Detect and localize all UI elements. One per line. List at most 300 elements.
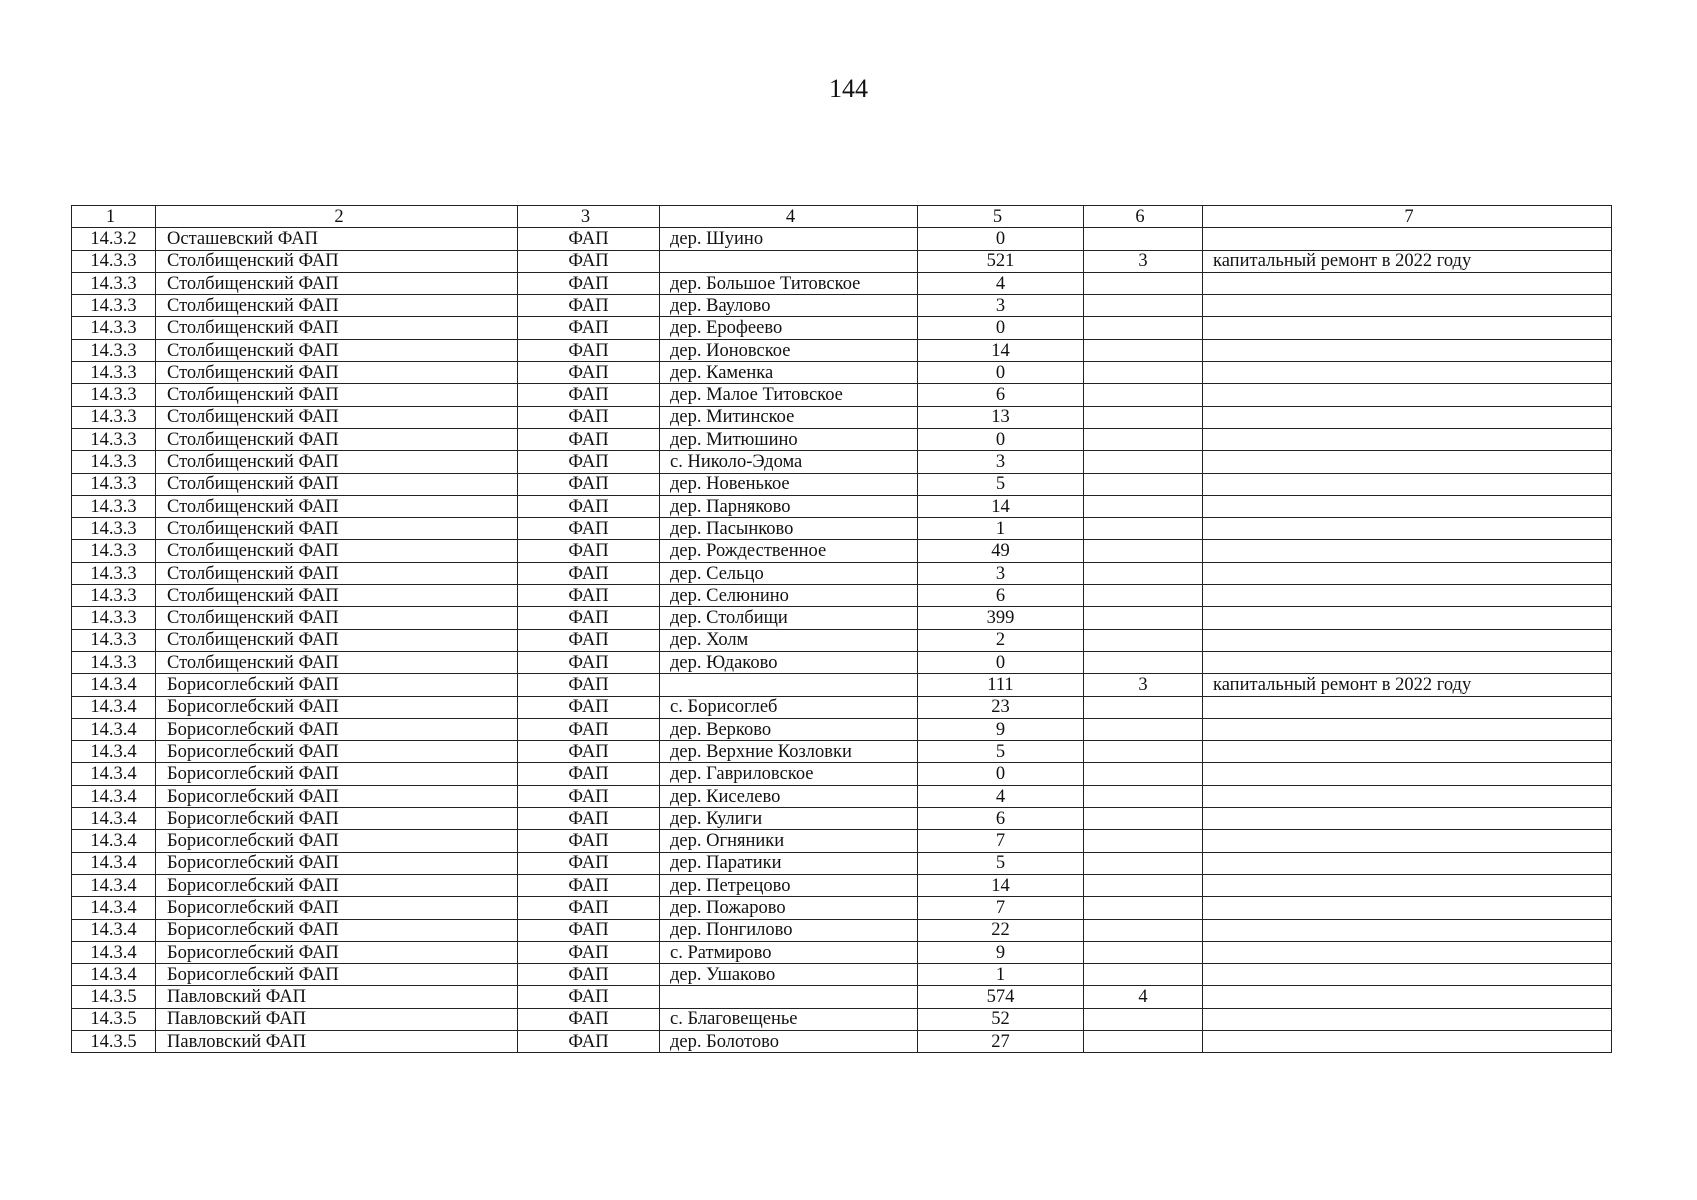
row-number-cell: 14.3.3 <box>72 629 156 651</box>
facility-name-cell: Столбищенский ФАП <box>156 451 518 473</box>
facility-type-cell: ФАП <box>518 272 660 294</box>
population-cell: 0 <box>918 651 1084 673</box>
facility-type-cell: ФАП <box>518 897 660 919</box>
facility-name-cell: Борисоглебский ФАП <box>156 941 518 963</box>
table-row <box>72 495 1612 517</box>
note-cell <box>1203 986 1612 1008</box>
note-cell <box>1203 629 1612 651</box>
table-row <box>72 651 1612 673</box>
population-cell: 49 <box>918 540 1084 562</box>
table-row <box>72 317 1612 339</box>
population-cell: 4 <box>918 272 1084 294</box>
locality-cell: дер. Малое Титовское <box>660 384 918 406</box>
population-cell: 3 <box>918 451 1084 473</box>
count-cell <box>1084 428 1203 450</box>
facility-type-cell: ФАП <box>518 473 660 495</box>
locality-cell: дер. Большое Титовское <box>660 272 918 294</box>
population-cell: 22 <box>918 919 1084 941</box>
count-cell <box>1084 451 1203 473</box>
table-row <box>72 874 1612 896</box>
facility-type-cell: ФАП <box>518 250 660 272</box>
row-number-cell: 14.3.3 <box>72 339 156 361</box>
row-number-cell: 14.3.3 <box>72 495 156 517</box>
facility-name-cell: Павловский ФАП <box>156 1008 518 1030</box>
facility-type-cell: ФАП <box>518 852 660 874</box>
facility-type-cell: ФАП <box>518 919 660 941</box>
population-cell: 5 <box>918 852 1084 874</box>
population-cell: 6 <box>918 384 1084 406</box>
count-cell <box>1084 629 1203 651</box>
facility-type-cell: ФАП <box>518 830 660 852</box>
locality-cell: дер. Ионовское <box>660 339 918 361</box>
count-cell <box>1084 897 1203 919</box>
facility-type-cell: ФАП <box>518 585 660 607</box>
row-number-cell: 14.3.3 <box>72 473 156 495</box>
count-cell <box>1084 964 1203 986</box>
table-row <box>72 941 1612 963</box>
population-cell: 0 <box>918 317 1084 339</box>
note-cell <box>1203 607 1612 629</box>
facility-name-cell: Столбищенский ФАП <box>156 339 518 361</box>
note-cell <box>1203 473 1612 495</box>
count-cell <box>1084 362 1203 384</box>
locality-cell: дер. Рождественное <box>660 540 918 562</box>
note-cell <box>1203 272 1612 294</box>
facility-name-cell: Борисоглебский ФАП <box>156 852 518 874</box>
locality-cell: с. Николо-Эдома <box>660 451 918 473</box>
facility-type-cell: ФАП <box>518 674 660 696</box>
locality-cell: дер. Митинское <box>660 406 918 428</box>
facility-type-cell: ФАП <box>518 696 660 718</box>
population-cell: 9 <box>918 941 1084 963</box>
population-cell: 3 <box>918 295 1084 317</box>
count-cell <box>1084 317 1203 339</box>
locality-cell: дер. Ваулово <box>660 295 918 317</box>
table-row <box>72 808 1612 830</box>
note-cell <box>1203 718 1612 740</box>
facility-type-cell: ФАП <box>518 295 660 317</box>
row-number-cell: 14.3.5 <box>72 986 156 1008</box>
facility-name-cell: Борисоглебский ФАП <box>156 830 518 852</box>
facility-name-cell: Борисоглебский ФАП <box>156 718 518 740</box>
population-cell: 23 <box>918 696 1084 718</box>
locality-cell: дер. Пожарово <box>660 897 918 919</box>
row-number-cell: 14.3.3 <box>72 562 156 584</box>
table-row <box>72 1008 1612 1030</box>
count-cell <box>1084 741 1203 763</box>
table-row <box>72 718 1612 740</box>
locality-cell: дер. Юдаково <box>660 651 918 673</box>
note-cell <box>1203 384 1612 406</box>
note-cell <box>1203 741 1612 763</box>
count-cell <box>1084 495 1203 517</box>
row-number-cell: 14.3.4 <box>72 830 156 852</box>
note-cell <box>1203 874 1612 896</box>
row-number-cell: 14.3.3 <box>72 540 156 562</box>
population-cell: 9 <box>918 718 1084 740</box>
count-cell <box>1084 518 1203 540</box>
locality-cell: с. Благовещенье <box>660 1008 918 1030</box>
facility-name-cell: Столбищенский ФАП <box>156 406 518 428</box>
row-number-cell: 14.3.3 <box>72 272 156 294</box>
table-row <box>72 964 1612 986</box>
note-cell <box>1203 964 1612 986</box>
row-number-cell: 14.3.4 <box>72 874 156 896</box>
facility-name-cell: Столбищенский ФАП <box>156 495 518 517</box>
population-cell: 0 <box>918 362 1084 384</box>
population-cell: 1 <box>918 518 1084 540</box>
population-cell: 7 <box>918 897 1084 919</box>
note-cell: капитальный ремонт в 2022 году <box>1203 674 1612 696</box>
note-cell <box>1203 1030 1612 1052</box>
facility-type-cell: ФАП <box>518 317 660 339</box>
facility-name-cell: Борисоглебский ФАП <box>156 674 518 696</box>
count-cell <box>1084 718 1203 740</box>
table-row <box>72 362 1612 384</box>
facility-name-cell: Борисоглебский ФАП <box>156 919 518 941</box>
facility-type-cell: ФАП <box>518 428 660 450</box>
table-row <box>72 540 1612 562</box>
table-row <box>72 562 1612 584</box>
locality-cell: дер. Шуино <box>660 228 918 250</box>
locality-cell: дер. Каменка <box>660 362 918 384</box>
note-cell <box>1203 763 1612 785</box>
facility-name-cell: Столбищенский ФАП <box>156 384 518 406</box>
note-cell <box>1203 495 1612 517</box>
locality-cell: дер. Кулиги <box>660 808 918 830</box>
count-cell <box>1084 919 1203 941</box>
locality-cell: дер. Парняково <box>660 495 918 517</box>
count-cell <box>1084 808 1203 830</box>
count-cell <box>1084 696 1203 718</box>
column-header: 5 <box>918 206 1084 228</box>
facility-type-cell: ФАП <box>518 339 660 361</box>
note-cell <box>1203 852 1612 874</box>
facility-type-cell: ФАП <box>518 941 660 963</box>
locality-cell <box>660 250 918 272</box>
table-row <box>72 986 1612 1008</box>
row-number-cell: 14.3.4 <box>72 808 156 830</box>
table-row <box>72 585 1612 607</box>
locality-cell: дер. Верково <box>660 718 918 740</box>
population-cell: 0 <box>918 763 1084 785</box>
facility-name-cell: Осташевский ФАП <box>156 228 518 250</box>
facility-type-cell: ФАП <box>518 1008 660 1030</box>
note-cell <box>1203 808 1612 830</box>
locality-cell: дер. Огняники <box>660 830 918 852</box>
note-cell <box>1203 785 1612 807</box>
facility-name-cell: Борисоглебский ФАП <box>156 874 518 896</box>
table-row <box>72 919 1612 941</box>
row-number-cell: 14.3.3 <box>72 428 156 450</box>
facility-type-cell: ФАП <box>518 741 660 763</box>
count-cell <box>1084 228 1203 250</box>
row-number-cell: 14.3.3 <box>72 607 156 629</box>
note-cell <box>1203 362 1612 384</box>
facility-name-cell: Столбищенский ФАП <box>156 317 518 339</box>
facility-name-cell: Борисоглебский ФАП <box>156 785 518 807</box>
population-cell: 27 <box>918 1030 1084 1052</box>
facility-name-cell: Борисоглебский ФАП <box>156 897 518 919</box>
facility-name-cell: Борисоглебский ФАП <box>156 741 518 763</box>
count-cell <box>1084 295 1203 317</box>
note-cell <box>1203 562 1612 584</box>
facility-name-cell: Столбищенский ФАП <box>156 562 518 584</box>
table-row <box>72 1030 1612 1052</box>
table-row <box>72 518 1612 540</box>
note-cell <box>1203 585 1612 607</box>
facility-name-cell: Столбищенский ФАП <box>156 585 518 607</box>
locality-cell: дер. Верхние Козловки <box>660 741 918 763</box>
row-number-cell: 14.3.3 <box>72 295 156 317</box>
facility-name-cell: Борисоглебский ФАП <box>156 696 518 718</box>
facility-name-cell: Столбищенский ФАП <box>156 295 518 317</box>
facility-type-cell: ФАП <box>518 1030 660 1052</box>
note-cell <box>1203 696 1612 718</box>
count-cell <box>1084 406 1203 428</box>
population-cell: 13 <box>918 406 1084 428</box>
population-cell: 52 <box>918 1008 1084 1030</box>
table-row <box>72 473 1612 495</box>
column-header: 4 <box>660 206 918 228</box>
facility-type-cell: ФАП <box>518 607 660 629</box>
count-cell <box>1084 607 1203 629</box>
count-cell <box>1084 785 1203 807</box>
count-cell <box>1084 272 1203 294</box>
count-cell <box>1084 585 1203 607</box>
table-row <box>72 696 1612 718</box>
row-number-cell: 14.3.3 <box>72 585 156 607</box>
row-number-cell: 14.3.4 <box>72 696 156 718</box>
facility-type-cell: ФАП <box>518 808 660 830</box>
locality-cell: дер. Пасынково <box>660 518 918 540</box>
population-cell: 574 <box>918 986 1084 1008</box>
population-cell: 4 <box>918 785 1084 807</box>
column-header: 2 <box>156 206 518 228</box>
locality-cell: дер. Новенькое <box>660 473 918 495</box>
population-cell: 14 <box>918 339 1084 361</box>
table-row <box>72 830 1612 852</box>
row-number-cell: 14.3.2 <box>72 228 156 250</box>
facility-type-cell: ФАП <box>518 718 660 740</box>
table-row <box>72 607 1612 629</box>
row-number-cell: 14.3.3 <box>72 362 156 384</box>
population-cell: 0 <box>918 228 1084 250</box>
note-cell <box>1203 540 1612 562</box>
count-cell <box>1084 562 1203 584</box>
facility-type-cell: ФАП <box>518 384 660 406</box>
data-table <box>71 205 1612 1053</box>
count-cell: 4 <box>1084 986 1203 1008</box>
facility-type-cell: ФАП <box>518 518 660 540</box>
count-cell <box>1084 473 1203 495</box>
locality-cell: дер. Гавриловское <box>660 763 918 785</box>
note-cell <box>1203 451 1612 473</box>
locality-cell: дер. Болотово <box>660 1030 918 1052</box>
facility-name-cell: Столбищенский ФАП <box>156 272 518 294</box>
facility-type-cell: ФАП <box>518 540 660 562</box>
population-cell: 2 <box>918 629 1084 651</box>
count-cell <box>1084 852 1203 874</box>
count-cell <box>1084 384 1203 406</box>
count-cell <box>1084 1008 1203 1030</box>
page-number: 144 <box>829 74 868 103</box>
population-cell: 1 <box>918 964 1084 986</box>
table-row <box>72 763 1612 785</box>
facility-name-cell: Павловский ФАП <box>156 986 518 1008</box>
row-number-cell: 14.3.3 <box>72 317 156 339</box>
facility-name-cell: Столбищенский ФАП <box>156 629 518 651</box>
facility-type-cell: ФАП <box>518 629 660 651</box>
row-number-cell: 14.3.3 <box>72 406 156 428</box>
population-cell: 5 <box>918 473 1084 495</box>
population-cell: 6 <box>918 585 1084 607</box>
population-cell: 14 <box>918 874 1084 896</box>
row-number-cell: 14.3.4 <box>72 941 156 963</box>
facility-type-cell: ФАП <box>518 964 660 986</box>
table-row <box>72 339 1612 361</box>
row-number-cell: 14.3.3 <box>72 451 156 473</box>
table-row <box>72 384 1612 406</box>
column-header: 7 <box>1203 206 1612 228</box>
facility-type-cell: ФАП <box>518 228 660 250</box>
locality-cell: дер. Ушаково <box>660 964 918 986</box>
locality-cell <box>660 986 918 1008</box>
note-cell <box>1203 317 1612 339</box>
note-cell <box>1203 406 1612 428</box>
population-cell: 3 <box>918 562 1084 584</box>
population-cell: 521 <box>918 250 1084 272</box>
note-cell <box>1203 228 1612 250</box>
locality-cell: дер. Киселево <box>660 785 918 807</box>
count-cell <box>1084 339 1203 361</box>
row-number-cell: 14.3.3 <box>72 518 156 540</box>
facility-name-cell: Столбищенский ФАП <box>156 250 518 272</box>
facility-type-cell: ФАП <box>518 986 660 1008</box>
count-cell <box>1084 941 1203 963</box>
table-row <box>72 741 1612 763</box>
facility-name-cell: Борисоглебский ФАП <box>156 763 518 785</box>
facility-type-cell: ФАП <box>518 874 660 896</box>
column-header: 6 <box>1084 206 1203 228</box>
facility-name-cell: Столбищенский ФАП <box>156 428 518 450</box>
table-row <box>72 250 1612 272</box>
facility-type-cell: ФАП <box>518 406 660 428</box>
table-row <box>72 674 1612 696</box>
row-number-cell: 14.3.3 <box>72 651 156 673</box>
facility-name-cell: Столбищенский ФАП <box>156 540 518 562</box>
table-row <box>72 785 1612 807</box>
note-cell <box>1203 295 1612 317</box>
facility-name-cell: Столбищенский ФАП <box>156 362 518 384</box>
facility-type-cell: ФАП <box>518 451 660 473</box>
table-header-row <box>72 206 1612 228</box>
locality-cell <box>660 674 918 696</box>
table-row <box>72 428 1612 450</box>
facility-type-cell: ФАП <box>518 562 660 584</box>
note-cell <box>1203 830 1612 852</box>
locality-cell: дер. Ерофеево <box>660 317 918 339</box>
row-number-cell: 14.3.4 <box>72 741 156 763</box>
note-cell <box>1203 518 1612 540</box>
count-cell: 3 <box>1084 674 1203 696</box>
facility-type-cell: ФАП <box>518 763 660 785</box>
locality-cell: с. Ратмирово <box>660 941 918 963</box>
note-cell <box>1203 1008 1612 1030</box>
table-row <box>72 295 1612 317</box>
locality-cell: дер. Понгилово <box>660 919 918 941</box>
note-cell <box>1203 897 1612 919</box>
population-cell: 7 <box>918 830 1084 852</box>
locality-cell: дер. Митюшино <box>660 428 918 450</box>
population-cell: 399 <box>918 607 1084 629</box>
row-number-cell: 14.3.4 <box>72 718 156 740</box>
population-cell: 14 <box>918 495 1084 517</box>
facility-name-cell: Столбищенский ФАП <box>156 473 518 495</box>
table-row <box>72 852 1612 874</box>
note-cell <box>1203 651 1612 673</box>
locality-cell: дер. Столбищи <box>660 607 918 629</box>
table-row <box>72 406 1612 428</box>
count-cell: 3 <box>1084 250 1203 272</box>
locality-cell: дер. Селюнино <box>660 585 918 607</box>
facility-type-cell: ФАП <box>518 495 660 517</box>
row-number-cell: 14.3.4 <box>72 964 156 986</box>
row-number-cell: 14.3.4 <box>72 785 156 807</box>
count-cell <box>1084 540 1203 562</box>
count-cell <box>1084 1030 1203 1052</box>
row-number-cell: 14.3.5 <box>72 1030 156 1052</box>
row-number-cell: 14.3.4 <box>72 897 156 919</box>
row-number-cell: 14.3.4 <box>72 674 156 696</box>
facility-name-cell: Борисоглебский ФАП <box>156 964 518 986</box>
row-number-cell: 14.3.3 <box>72 384 156 406</box>
column-header: 3 <box>518 206 660 228</box>
locality-cell: дер. Сельцо <box>660 562 918 584</box>
table-row <box>72 228 1612 250</box>
locality-cell: дер. Паратики <box>660 852 918 874</box>
note-cell: капитальный ремонт в 2022 году <box>1203 250 1612 272</box>
row-number-cell: 14.3.4 <box>72 919 156 941</box>
table-row <box>72 451 1612 473</box>
count-cell <box>1084 651 1203 673</box>
population-cell: 111 <box>918 674 1084 696</box>
facility-name-cell: Павловский ФАП <box>156 1030 518 1052</box>
row-number-cell: 14.3.3 <box>72 250 156 272</box>
note-cell <box>1203 919 1612 941</box>
facility-name-cell: Столбищенский ФАП <box>156 518 518 540</box>
table-row <box>72 272 1612 294</box>
facility-type-cell: ФАП <box>518 362 660 384</box>
count-cell <box>1084 830 1203 852</box>
count-cell <box>1084 763 1203 785</box>
row-number-cell: 14.3.4 <box>72 852 156 874</box>
count-cell <box>1084 874 1203 896</box>
facility-type-cell: ФАП <box>518 651 660 673</box>
column-header: 1 <box>72 206 156 228</box>
locality-cell: дер. Холм <box>660 629 918 651</box>
population-cell: 0 <box>918 428 1084 450</box>
row-number-cell: 14.3.4 <box>72 763 156 785</box>
population-cell: 6 <box>918 808 1084 830</box>
table-body <box>72 228 1612 1053</box>
facility-name-cell: Борисоглебский ФАП <box>156 808 518 830</box>
table-row <box>72 629 1612 651</box>
population-cell: 5 <box>918 741 1084 763</box>
locality-cell: с. Борисоглеб <box>660 696 918 718</box>
facility-type-cell: ФАП <box>518 785 660 807</box>
locality-cell: дер. Петрецово <box>660 874 918 896</box>
